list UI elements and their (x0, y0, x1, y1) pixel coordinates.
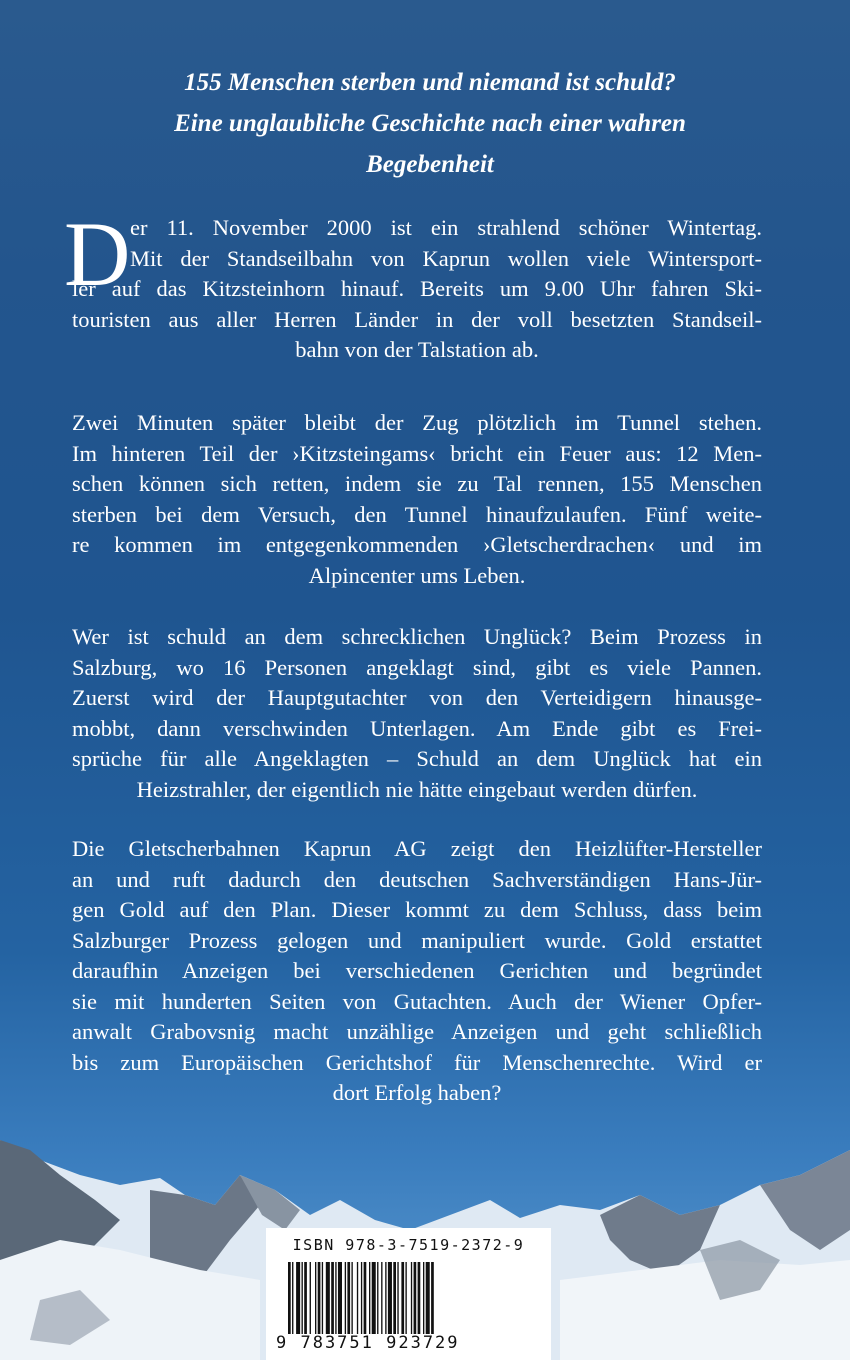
barcode-bar (401, 1262, 404, 1334)
barcode-bar (357, 1262, 358, 1334)
barcode-bar (426, 1262, 430, 1334)
paragraph-1 (72, 213, 762, 366)
barcode-bar (315, 1262, 316, 1334)
paragraph-3 (72, 622, 762, 805)
barcode-bar (388, 1262, 392, 1334)
text-line: Zuerst wird der Hauptgutachter von den Verteidigern hinausge- (72, 685, 762, 710)
text-line: Alpincenter ums Leben. (308, 562, 526, 588)
barcode-bar (347, 1262, 350, 1334)
barcode-bar (335, 1262, 336, 1334)
barcode-bar (393, 1262, 396, 1334)
isbn-label: ISBN 978-3-7519-2372-9 (292, 1236, 525, 1254)
tagline-line: Eine unglaubliche Geschichte nach einer wahren (174, 110, 686, 137)
text-line: re kommen im entgegenkommenden ›Gletscherdrachen‹ und im (72, 532, 762, 557)
barcode-bar (296, 1262, 300, 1334)
text-line: an und ruft dadurch den deutschen Sachverständigen Hans-Jür- (72, 866, 762, 892)
barcode-bar (326, 1262, 330, 1334)
text-line: sterben bei dem Versuch, den Tunnel hinaufzulaufen. Fünf weite- (72, 501, 762, 527)
barcode-bar (304, 1262, 307, 1334)
drop-cap: D (64, 203, 131, 305)
text-line: bahn von der Talstation ab. (295, 337, 539, 362)
barcode-bar (372, 1262, 376, 1334)
barcode-bar (414, 1262, 417, 1334)
barcode-digits: 9 783751 923729 (276, 1333, 460, 1353)
text-line: schen können sich retten, indem sie zu Tal rennen, 155 Menschen (72, 471, 762, 496)
text-line: Salzburger Prozess gelogen und manipuliert wurde. Gold erstattet (72, 927, 762, 953)
barcode-bar (411, 1262, 412, 1334)
text-line: mobbt, dann verschwinden Unterlagen. Am Ende gibt es Frei- (72, 715, 762, 741)
text-line: anwalt Grabovsnig macht unzählige Anzeigen und geht schließlich (72, 1019, 762, 1044)
barcode-bar (377, 1262, 378, 1334)
barcode-bar (381, 1262, 382, 1334)
text-line: ler auf das Kitzsteinhorn hinauf. Bereits um 9.00 Uhr fahren Ski- (72, 276, 762, 301)
text-line: Salzburg, wo 16 Personen angeklagt sind, gibt es viele Pannen. (72, 654, 762, 680)
text-line: er 11. November 2000 ist ein strahlend schöner Wintertag. (130, 215, 762, 240)
text-line: sie mit hunderten Seiten von Gutachten. Auch der Wiener Opfer- (72, 988, 762, 1014)
text-line: dort Erfolg haben? (332, 1080, 502, 1105)
paragraph-2 (72, 408, 762, 591)
text-line: touristen aus aller Herren Länder in der voll besetzten Standseil- (72, 306, 762, 332)
barcode-bar (431, 1262, 434, 1334)
barcode-bar (302, 1262, 303, 1334)
barcode-bar (292, 1262, 293, 1334)
text-line: Mit der Standseilbahn von Kaprun wollen viele Wintersport- (130, 245, 762, 271)
barcode-bar (345, 1262, 346, 1334)
barcode-bar (322, 1262, 323, 1334)
text-line: sprüche für alle Angeklagten – Schuld an dem Unglück hat ein (72, 746, 762, 771)
tagline (70, 62, 790, 185)
barcode-bar (310, 1262, 311, 1334)
text-line: daraufhin Anzeigen bei verschiedenen Gerichten und begründet (72, 958, 762, 983)
barcode-bar (405, 1262, 406, 1334)
barcode-bar (369, 1262, 370, 1334)
paragraph-4 (72, 834, 762, 1109)
barcode-bar (318, 1262, 321, 1334)
text-line: Im hinteren Teil der ›Kitzsteingams‹ bricht ein Feuer aus: 12 Men- (72, 440, 762, 466)
barcode-bar (351, 1262, 352, 1334)
barcode-bars (288, 1262, 536, 1334)
text-line: bis zum Europäischen Gerichtshof für Menschenrechte. Wird er (72, 1049, 762, 1075)
barcode-bar (364, 1262, 367, 1334)
tagline-line: 155 Menschen sterben und niemand ist schuld? (184, 69, 676, 96)
barcode-bar (361, 1262, 362, 1334)
barcode-bar (418, 1262, 421, 1334)
text-line: Zwei Minuten später bleibt der Zug plötzlich im Tunnel stehen. (72, 410, 762, 435)
tagline-line: Begebenheit (366, 151, 494, 178)
text-line: Wer ist schuld an dem schrecklichen Unglück? Beim Prozess in (72, 624, 762, 649)
barcode-bar (331, 1262, 334, 1334)
text-line: Heizstrahler, der eigentlich nie hätte eingebaut werden dürfen. (136, 776, 698, 802)
barcode-bar (288, 1262, 291, 1334)
isbn-barcode (266, 1228, 551, 1360)
text-line: Die Gletscherbahnen Kaprun AG zeigt den Heizlüfter-Hersteller (72, 836, 762, 861)
text-line: gen Gold auf den Plan. Dieser kommt zu dem Schluss, dass beim (72, 897, 762, 922)
barcode-bar (397, 1262, 398, 1334)
barcode-bar (423, 1262, 424, 1334)
barcode-bar (338, 1262, 342, 1334)
barcode-bar (385, 1262, 386, 1334)
